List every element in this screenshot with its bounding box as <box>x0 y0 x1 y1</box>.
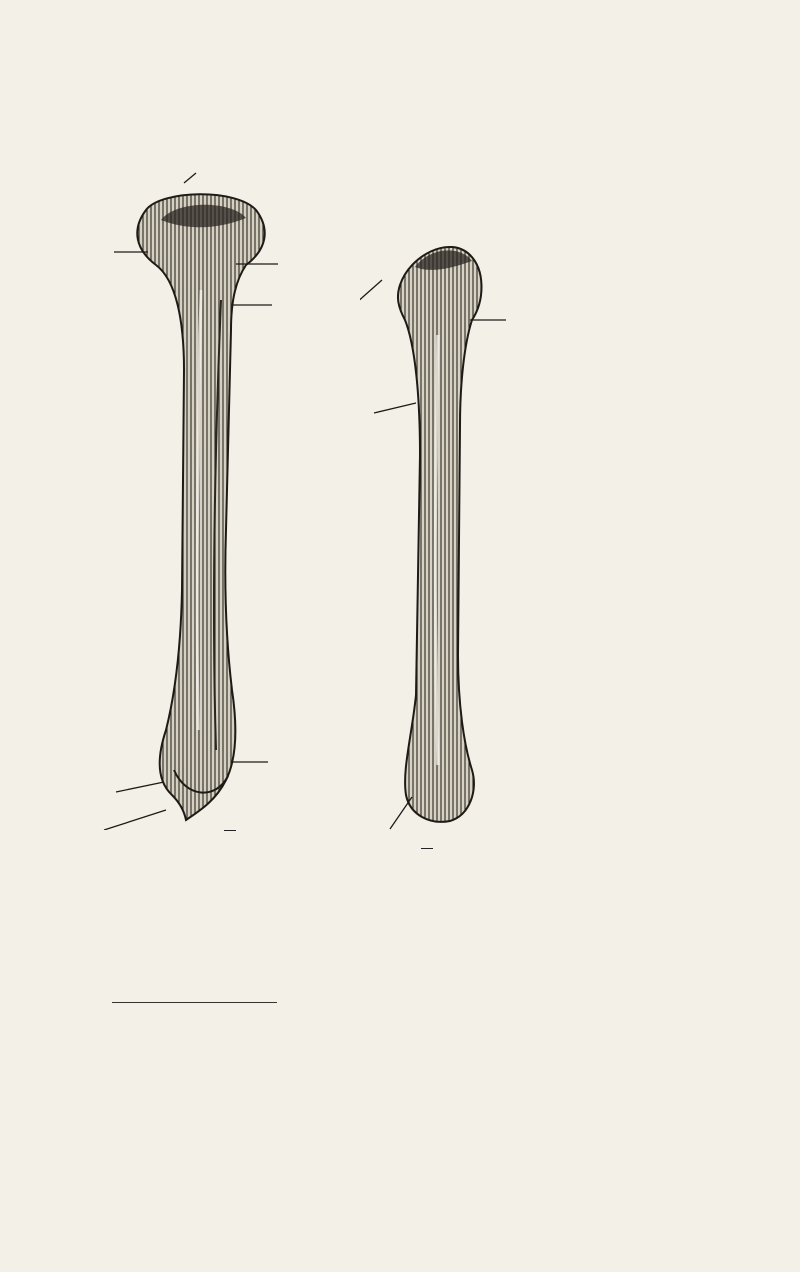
fig256-scale <box>416 848 438 849</box>
fig255-tibia-posterior-illustration <box>86 170 306 830</box>
fig255-scale <box>219 830 241 831</box>
footnote-rule <box>112 1002 277 1003</box>
fig256-tibia-lateral-illustration <box>360 225 510 835</box>
